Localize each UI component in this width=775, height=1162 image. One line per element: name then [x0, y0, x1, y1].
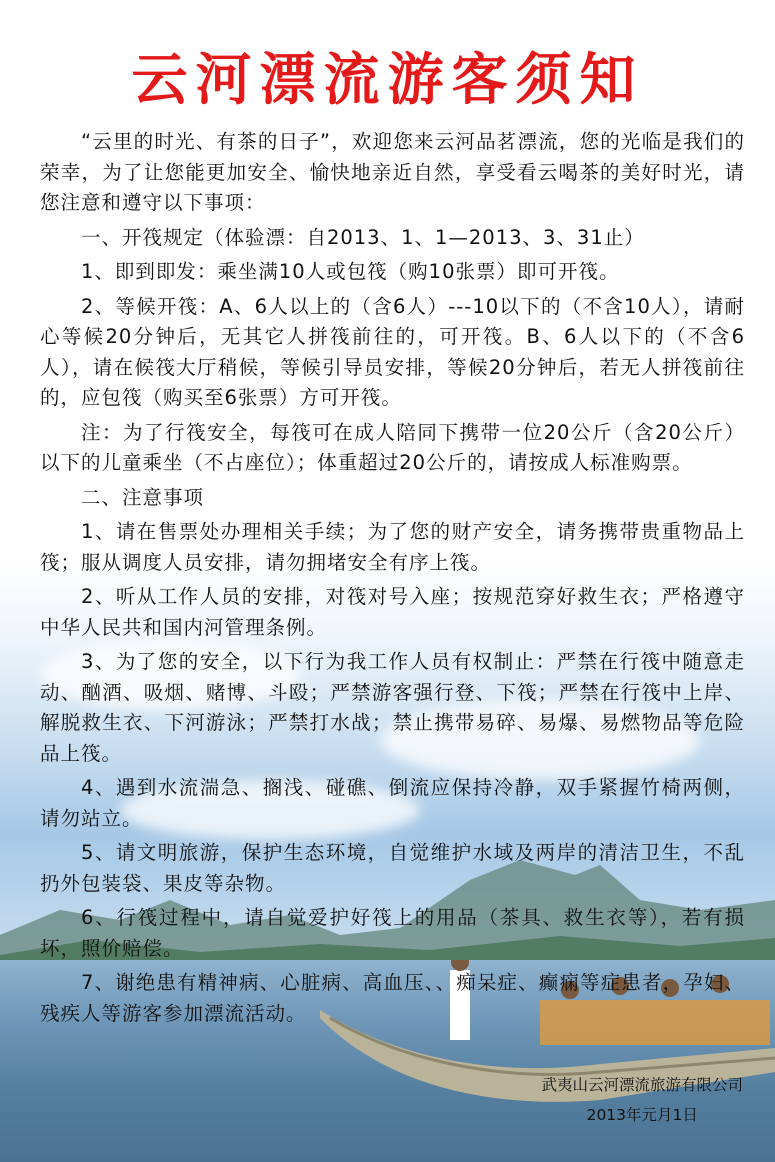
rule-item: 5、请文明旅游，保护生态环境，自觉维护水域及两岸的清洁卫生，不乱扔外包装袋、果皮等杂物。: [40, 841, 745, 895]
company-name: 武夷山云河漂流旅游有限公司: [541, 1076, 743, 1094]
rule-item: 7、谢绝患有精神病、心脏病、高血压、、痴呆症、癫痫等症患者，孕妇、残疾人等游客参加漂流活动。: [40, 971, 745, 1025]
rule-item: 2、听从工作人员的安排，对筏对号入座；按规范穿好救生衣；严格遵守中华人民共和国内河管理条例。: [40, 585, 745, 639]
page-title: 云河漂流游客须知: [131, 48, 644, 113]
signature-block: [541, 1070, 743, 1130]
rule-item: 1、请在售票处办理相关手续；为了您的财产安全，请务携带贵重物品上筏；服从调度人员安排，请勿拥堵安全有序上筏。: [40, 520, 745, 574]
intro-paragraph: “云里的时光、有茶的日子”，欢迎您来云河品茗漂流，您的光临是我们的荣幸，为了让您能更加安全、愉快地亲近自然，享受看云喝茶的美好时光，请您注意和遵守以下事项：: [40, 130, 745, 214]
rule-item: 2、等候开筏：A、6人以上的（含6人）---10以下的（不含10人），请耐心等候20分钟后，无其它人拼筏前往的，可开筏。B、6人以下的（不含6人），请在候筏大厅稍候，等候引导员安排，等候20分钟后，若无人拼筏前往的，应包筏（购买至6张票）方可开筏。: [40, 294, 745, 409]
notice-body: [40, 127, 745, 1029]
issue-date: 2013年元月1日: [586, 1106, 698, 1124]
section-heading: 二、注意事项: [80, 485, 204, 509]
rule-item: 3、为了您的安全，以下行为我工作人员有权制止：严禁在行筏中随意走动、酗酒、吸烟、赌博、斗殴；严禁游客强行登、下筏；严禁在行筏中上岸、解脱救生衣、下河游泳；严禁打水战；禁止携带易碎、易爆、易燃物品等危险品上筏。: [40, 650, 745, 765]
section-heading: 一、开筏规定（体验漂：自2013、1、1—2013、3、31止）: [80, 225, 645, 249]
note-paragraph: 注：为了行筏安全，每筏可在成人陪同下携带一位20公斤（含20公斤）以下的儿童乘坐（不占座位）；体重超过20公斤的，请按成人标准购票。: [40, 420, 745, 474]
rule-item: 4、遇到水流湍急、搁浅、碰礁、倒流应保持冷静，双手紧握竹椅两侧，请勿站立。: [40, 776, 745, 830]
rule-item: 1、即到即发：乘坐满10人或包筏（购10张票）即可开筏。: [80, 260, 620, 283]
rule-item: 6、行筏过程中，请自觉爱护好筏上的用品（茶具、救生衣等），若有损坏，照价赔偿。: [40, 906, 745, 960]
